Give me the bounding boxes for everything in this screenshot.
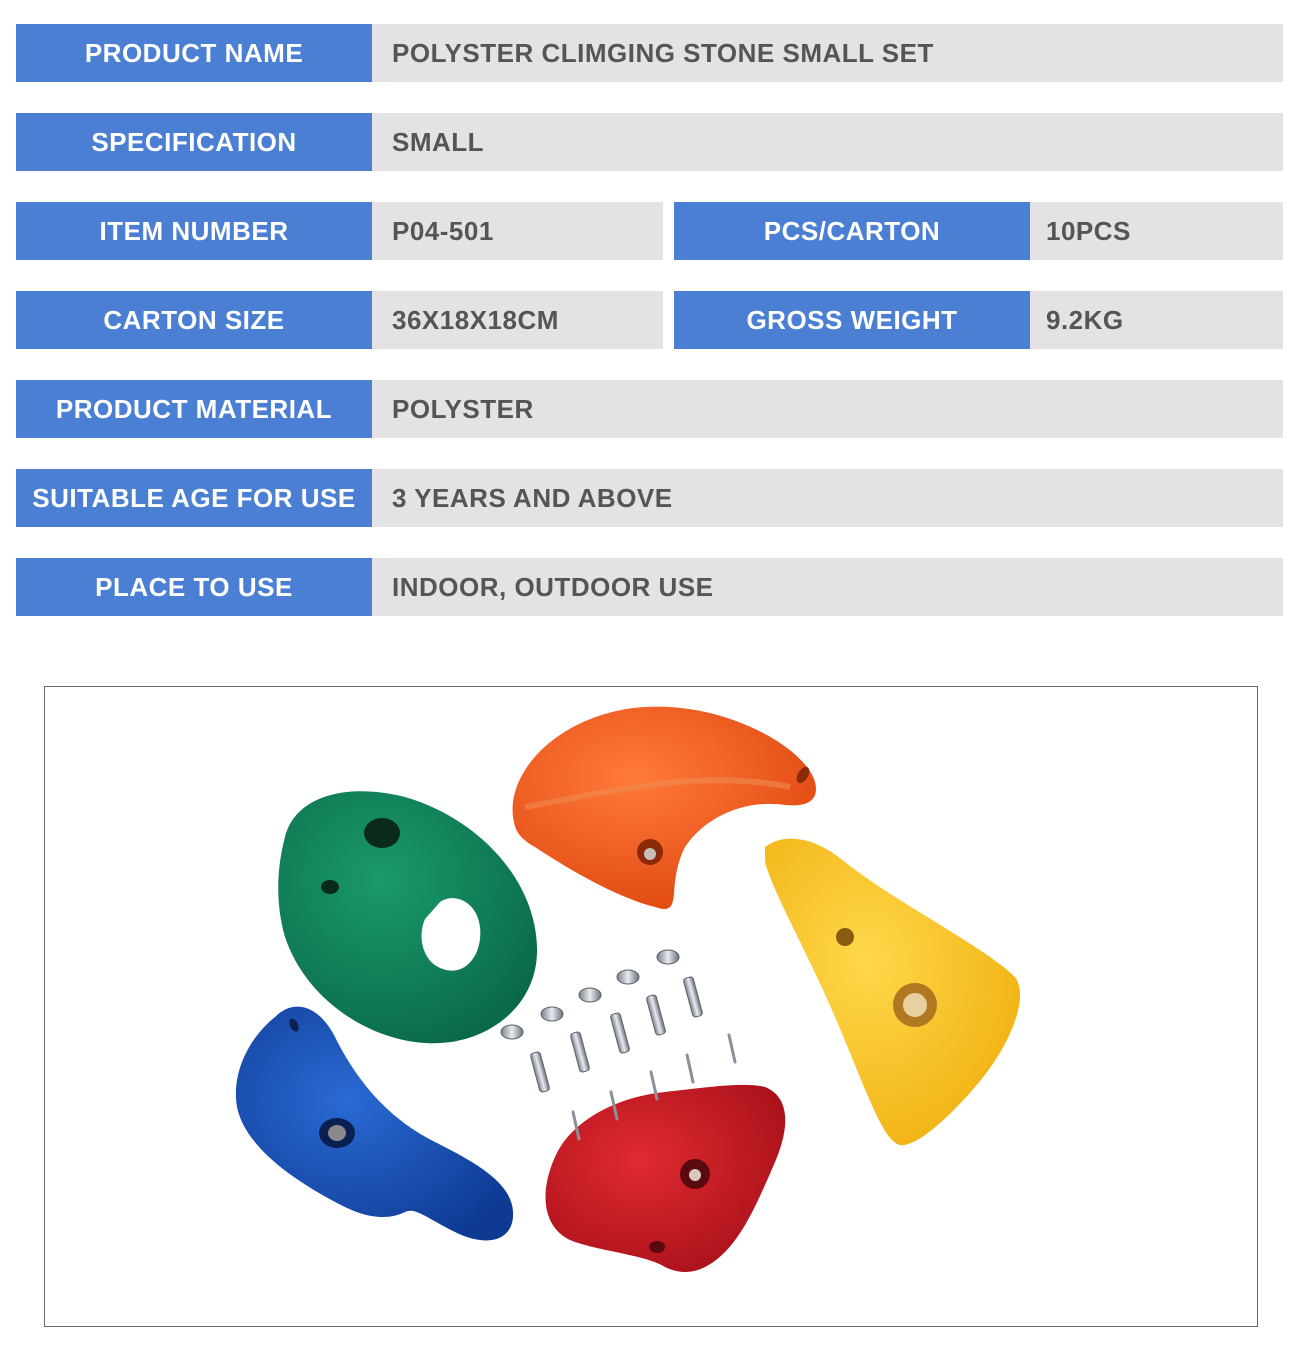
carton-size-value: 36X18X18CM: [372, 291, 663, 349]
climbing-holds-illustration: [45, 687, 1257, 1326]
spec-row-specification: [16, 113, 1283, 171]
product-material-label: PRODUCT MATERIAL: [16, 380, 372, 438]
pcs-carton-value: 10PCS: [1030, 202, 1283, 260]
gross-weight-label: GROSS WEIGHT: [674, 291, 1030, 349]
pcs-carton-label: PCS/CARTON: [674, 202, 1030, 260]
red-hold: [545, 1085, 785, 1272]
specification-value: SMALL: [372, 113, 1283, 171]
yellow-hold: [765, 839, 1020, 1146]
item-number-value: P04-501: [372, 202, 663, 260]
product-photo: [44, 686, 1258, 1327]
blue-hold: [236, 1007, 513, 1241]
orange-hold: [513, 707, 816, 909]
spec-row-carton-size: [16, 291, 1283, 349]
bolts: [530, 976, 703, 1092]
place-to-use-label: PLACE TO USE: [16, 558, 372, 616]
suitable-age-value: 3 YEARS AND ABOVE: [372, 469, 1283, 527]
specification-label: SPECIFICATION: [16, 113, 372, 171]
suitable-age-label: SUITABLE AGE FOR USE: [16, 469, 372, 527]
spec-row-place-to-use: [16, 558, 1283, 616]
product-name-label: PRODUCT NAME: [16, 24, 372, 82]
product-material-value: POLYSTER: [372, 380, 1283, 438]
green-hold: [278, 791, 537, 1043]
spec-row-suitable-age: [16, 469, 1283, 527]
spec-row-item-number: [16, 202, 1283, 260]
gross-weight-value: 9.2KG: [1030, 291, 1283, 349]
spec-row-product-name: [16, 24, 1283, 82]
item-number-label: ITEM NUMBER: [16, 202, 372, 260]
carton-size-label: CARTON SIZE: [16, 291, 372, 349]
place-to-use-value: INDOOR, OUTDOOR USE: [372, 558, 1283, 616]
spec-row-product-material: [16, 380, 1283, 438]
product-name-value: POLYSTER CLIMGING STONE SMALL SET: [372, 24, 1283, 82]
